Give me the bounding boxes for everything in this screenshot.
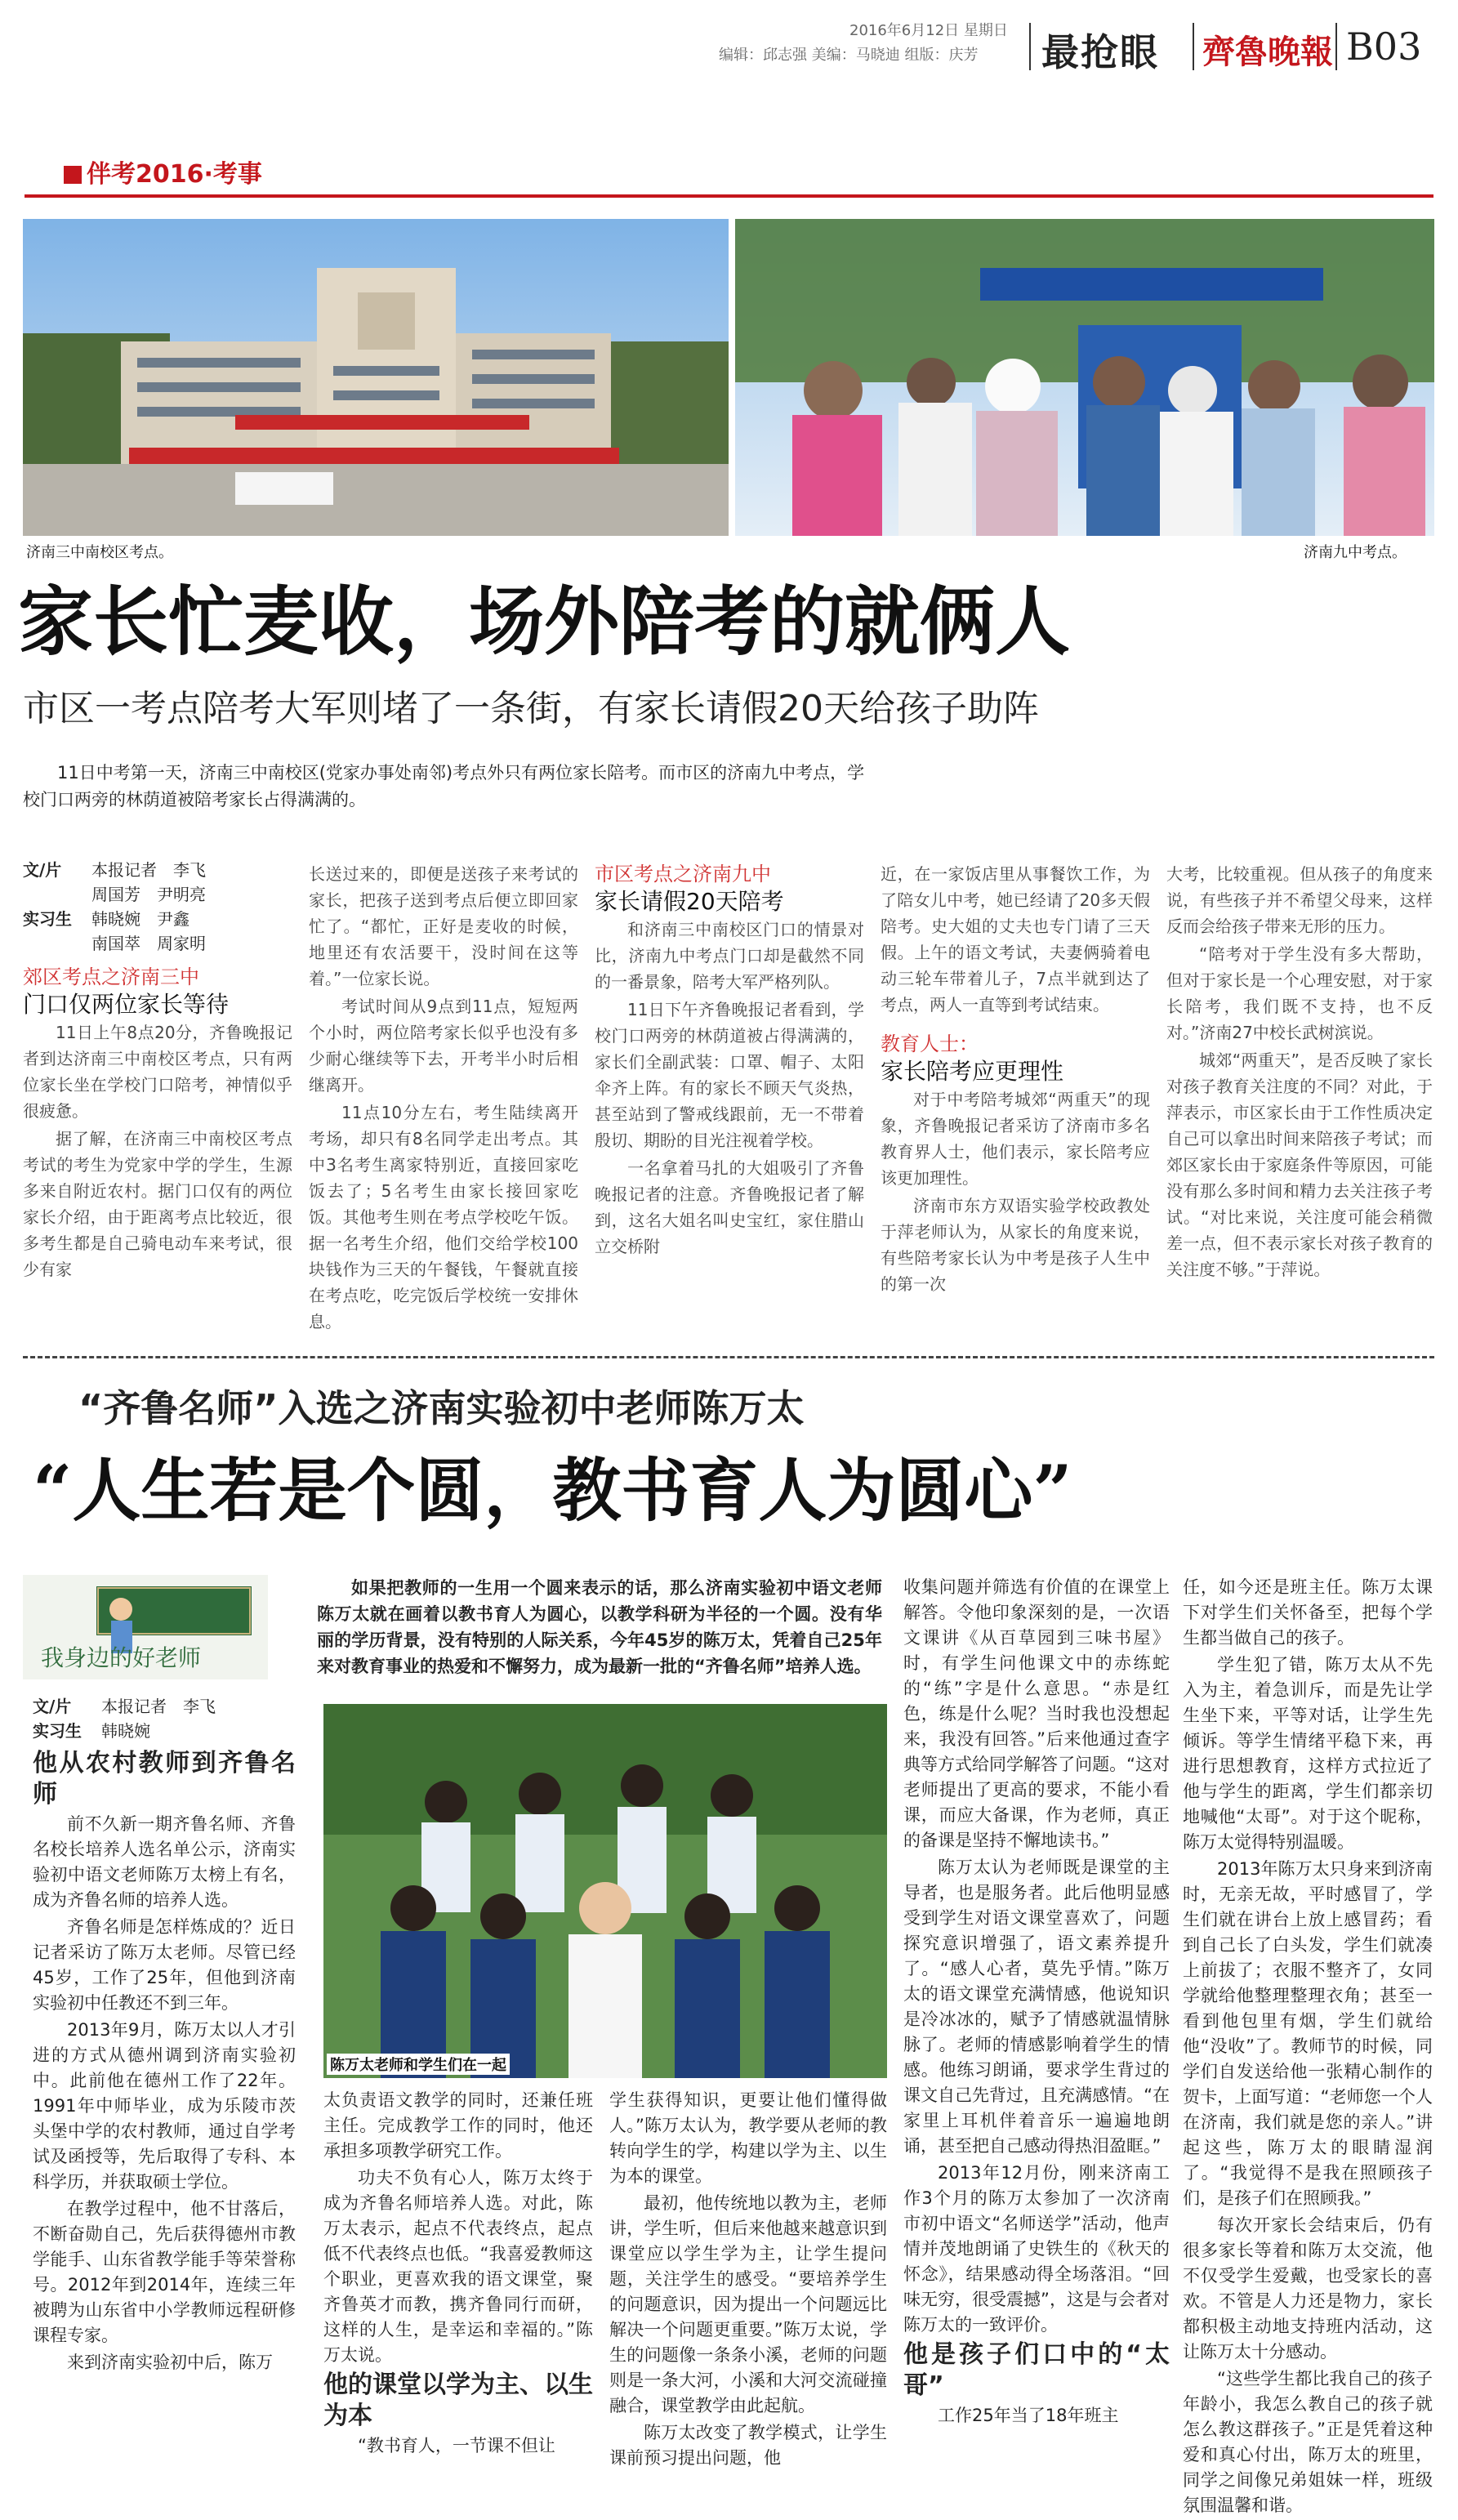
- paragraph: 在教学过程中，他不甘落后，不断奋勋自己，先后获得德州市教学能手、山东省教学能手等荣誉称号。2012年到2014年，连续三年被聘为山东省中小学教师远程研修课程专家。: [33, 2199, 296, 2345]
- story1-column-3: [595, 861, 864, 1261]
- paragraph: 长送过来的，即便是送孩子来考试的家长，把孩子送到考点后便立即回家忙了。“都忙，正好是麦收的时候，地里还有农活要干，没时间在这等着。”一位家长说。: [309, 864, 578, 988]
- group-photo-caption: 陈万太老师和学生们在一起: [327, 2054, 510, 2075]
- byline-line: 实习生 韩晓婉: [33, 1721, 150, 1741]
- paragraph: 对于中考陪考城郊“两重天”的现象，齐鲁晚报记者采访了济南市多名教育界人士，他们表示，家长陪考应该更加理性。: [881, 1090, 1150, 1188]
- photo-teacher-with-students: [323, 1704, 887, 2078]
- paragraph: 陈万太认为老师既是课堂的主导者，也是服务者。此后他明显感受到学生对语文课堂喜欢了，问题探究意识增强了，语文素养提升了。“感人心者，莫先乎情。”陈万太的语文课堂充满情感，他说知识是冷冰冰的，赋予了情感就温情脉脉了。老师的情感影响着学生的情感。他练习朗诵，要求学生背过的课文自己先背过，且充满感情。“在家里上耳机伴着音乐一遍遍地朗诵，甚至把自己感动得热泪盈眶。”: [903, 1858, 1170, 2156]
- photo-school-building: [23, 219, 729, 536]
- story2-column-4: [903, 1575, 1170, 2430]
- story1-byline: [23, 858, 292, 956]
- story-divider: [23, 1356, 1434, 1358]
- paragraph: 陈万太改变了教学模式，让学生课前预习提出问题，他: [609, 2423, 887, 2468]
- byline-line: 周国芳 尹明亮: [91, 885, 206, 904]
- section-name: 最抢眼: [1041, 30, 1159, 74]
- story1-column-1: [23, 964, 292, 1284]
- newspaper-logo: 齊魯晚報: [1202, 33, 1333, 71]
- story2-kicker: “齐鲁名师”入选之济南实验初中老师陈万太: [78, 1386, 805, 1430]
- paragraph: 最初，他传统地以教为主，老师讲，学生听，但后来他越来越意识到课堂应以学生学为主，让学生提问题，关注学生的感受。“要培养学生的问题意识，因为提出一个问题远比解决一个问题更重要。”陈万太说，学生的问题像一条条小溪，老师的问题则是一条大河，小溪和大河交流碰撞融合，课堂教学由此起航。: [609, 2193, 887, 2415]
- byline-line: 文/片 本报记者 李飞: [23, 860, 206, 880]
- paragraph: 任，如今还是班主任。陈万太课下对学生们关怀备至，把每个学生都当做自己的孩子。: [1183, 1577, 1433, 1648]
- paragraph: 前不久新一期齐鲁名师、齐鲁名校长培养人选名单公示，济南实验初中语文老师陈万太榜上有名，成为齐鲁名师的培养人选。: [33, 1814, 296, 1910]
- paragraph: 太负责语文教学的同时，还兼任班主任。完成教学工作的同时，他还承担多项教学研究工作。: [323, 2090, 593, 2161]
- paragraph: 和济南三中南校区门口的情景对比，济南九中考点门口却是截然不同的一番景象，陪考大军严格列队。: [595, 920, 864, 992]
- issue-date: 2016年6月12日 星期日: [849, 22, 1008, 39]
- story2-column-5: [1183, 1575, 1433, 2520]
- section-tag-label: 伴考2016·考事: [87, 160, 262, 189]
- paragraph: 功夫不负有心人，陈万太终于成为齐鲁名师培养人选。对此，陈万太表示，起点不代表终点，起点低不代表终点也低。“我喜爱教师这个职业，更喜欢我的语文课堂，聚齐鲁英才而教，携齐鲁同行而研，这样的人生，是幸运和幸福的。”陈万太说。: [323, 2168, 593, 2365]
- paragraph: 近，在一家饭店里从事餐饮工作，为了陪女儿中考，她已经请了20多天假陪考。史大姐的丈夫也专门请了三天假。上午的语文考试，夫妻俩骑着电动三轮车带着儿子，7点半就到达了考点，两人一直等到考试结束。: [881, 864, 1150, 1015]
- paragraph: 据了解，在济南三中南校区考点考试的考生为党家中学的学生，生源多来自附近农村。据门口仅有的两位家长介绍，由于距离考点比较近，很多考生都是自己骑电动车来考试，很少有家: [23, 1129, 292, 1279]
- left-photo-caption: 济南三中南校区考点。: [23, 541, 176, 562]
- school-building-illustration: [23, 219, 729, 536]
- story2-intro: 如果把教师的一生用一个圆来表示的话，那么济南实验初中语文老师陈万太就在画着以教书育人为圆心，以教学科研为半径的一个圆。没有华丽的学历背景，没有特别的人际关系，今年45岁的陈万太，凭着自己25年来对教育事业的热爱和不懈努力，成为最新一批的“齐鲁名师”培养人选。: [317, 1578, 882, 1676]
- subsection-title: 他从农村教师到齐鲁名师: [33, 1749, 296, 1809]
- story2-column-3: [609, 2088, 887, 2473]
- byline-line: 文/片 本报记者 李飞: [33, 1697, 216, 1716]
- paragraph: 来到济南实验初中后，陈万: [67, 2353, 273, 2372]
- byline-line: 南国萃 周家明: [91, 934, 206, 953]
- paragraph: 大考，比较重视。但从孩子的角度来说，有些孩子并不希望父母来，这样反而会给孩子带来无形的压力。: [1166, 864, 1433, 936]
- subsection-kicker: 市区考点之济南九中: [595, 863, 771, 885]
- paragraph: 11点10分左右，考生陆续离开考场，却只有8名同学走出考点。其中3名考生离家特别近，直接回家吃饭去了；5名考生由家长接回家吃饭。其他考生则在考点学校吃午饭。据一名考生介绍，他们交给学校100块钱作为三天的午餐钱，午餐就直接在考点吃，吃完饭后学校统一安排休息。: [309, 1103, 578, 1331]
- subsection-kicker: 郊区考点之济南三中: [23, 966, 199, 988]
- paragraph: 11日下午齐鲁晚报记者看到，学校门口两旁的林荫道被占得满满的，家长们全副武装：口罩、帽子、太阳伞齐上阵。有的家长不顾天气炎热，甚至站到了警戒线跟前，无一不带着殷切、期盼的目光注视着学校。: [595, 1000, 864, 1150]
- paragraph: 11日上午8点20分，齐鲁晚报记者到达济南三中南校区考点，只有两位家长坐在学校门口陪考，神情似乎很疲惫。: [23, 1023, 292, 1121]
- column-label-box: [23, 1575, 268, 1679]
- subsection-kicker: 教育人士：: [881, 1033, 979, 1055]
- story1-column-5: [1166, 861, 1433, 1284]
- crowd-of-parents-illustration: [735, 219, 1434, 536]
- paragraph: 2013年12月份，刚来济南工作3个月的陈万太参加了一次济南市初中语文“名师送学”活动，他声情并茂地朗诵了史铁生的《秋天的怀念》，结果感动得全场落泪。“回味无穷，很受震撼”，这是与会者对陈万太的一致评价。: [903, 2163, 1170, 2335]
- paragraph: 学生犯了错，陈万太从不先入为主，着急训斥，而是先让学生坐下来，平等对话，让学生先倾诉。等学生情绪平稳下来，再进行思想教育，这样方式拉近了他与学生的距离，学生们都亲切地喊他“太哥”。对于这个昵称，陈万太觉得特别温暖。: [1183, 1655, 1433, 1852]
- story1-lead: 11日中考第一天，济南三中南校区(党家办事处南邻)考点外只有两位家长陪考。而市区的济南九中考点，学校门口两旁的林荫道被陪考家长占得满满的。: [23, 763, 865, 810]
- paragraph: 2013年陈万太只身来到济南时，无亲无故，平时感冒了，学生们就在讲台上放上感冒药；看到自己长了白头发，学生们就凑上前拔了；衣服不整齐了，女同学就给他整理整理衣角；甚至一看到他包里有烟，学生们就给他“没收”了。教师节的时候，同学们自发送给他一张精心制作的贺卡，上面写道：“老师您一个人在济南，我们就是您的亲人。”讲起这些，陈万太的眼睛湿润了。“我觉得不是我在照顾孩子们，是孩子们在照顾我。”: [1183, 1859, 1433, 2208]
- byline-line: 实习生 韩晓婉 尹鑫: [23, 909, 189, 929]
- paragraph: 齐鲁名师是怎样炼成的？近日记者采访了陈万太老师。尽管已经45岁，工作了25年，但他到济南实验初中任教还不到三年。: [33, 1917, 296, 2013]
- paragraph: 一名拿着马扎的大姐吸引了齐鲁晚报记者的注意。齐鲁晚报记者了解到，这名大姐名叫史宝红，家住腊山立交桥附: [595, 1158, 864, 1256]
- section-tag: [64, 154, 262, 190]
- column-label-text: 我身边的好老师: [41, 1644, 202, 1671]
- teacher-group-illustration: [323, 1704, 887, 2078]
- story2-column-2: [323, 2088, 593, 2460]
- page-number: B03: [1346, 25, 1422, 69]
- subsection-title: 门口仅两位家长等待: [23, 991, 230, 1018]
- paragraph: 考试时间从9点到11点，短短两个小时，两位陪考家长似乎也没有多少耐心继续等下去，开考半小时后相继离开。: [309, 997, 578, 1095]
- story2-column-1: [33, 1748, 296, 2377]
- subsection-title: 家长请假20天陪考: [595, 888, 784, 915]
- paragraph: 2013年9月，陈万太以人才引进的方式从德州调到济南实验初中。此前他在德州工作了22年。1991年中师毕业，成为乐陵市茨头堡中学的农村教师，通过自学考试及函授等，先后取得了专科、本科学历，并获取硕士学位。: [33, 2020, 296, 2192]
- header-divider: [1193, 23, 1194, 70]
- story1-column-4: [881, 861, 1150, 1299]
- subsection-title: 家长陪考应更理性: [881, 1058, 1064, 1085]
- section-rule: [25, 194, 1433, 198]
- red-square-icon: [64, 166, 82, 184]
- editor-credits: 编辑：邱志强 美编：马晓迪 组版：庆芳: [719, 47, 979, 64]
- paragraph: “这些学生都比我自己的孩子年龄小，我怎么教自己的孩子就怎么教这群孩子。”正是凭着这种爱和真心付出，陈万太的班里，同学之间像兄弟姐妹一样，班级氛围温馨和谐。: [1183, 2369, 1433, 2515]
- story2-headline: “人生若是个圆，教书育人为圆心”: [33, 1450, 1072, 1531]
- header-divider: [1029, 23, 1031, 70]
- paragraph: “教书育人，一节课不但让: [358, 2436, 555, 2455]
- paragraph: 学生获得知识，更要让他们懂得做人。”陈万太认为，教学要从老师的教转向学生的学，构建以学为主、以生为本的课堂。: [609, 2090, 887, 2186]
- paragraph: 济南市东方双语实验学校政教处于萍老师认为，从家长的角度来说，有些陪考家长认为中考是孩子人生中的第一次: [881, 1196, 1150, 1294]
- story1-column-2: [309, 861, 578, 1336]
- paragraph: 城郊“两重天”，是否反映了家长对孩子教育关注度的不同？对此，于萍表示，市区家长由于工作性质决定自己可以拿出时间来陪孩子考试；而郊区家长由于家庭条件等原因，可能没有那么多时间和精力去关注孩子考试。“对比来说，关注度可能会稍微差一点，但不表示家长对孩子教育的关注度不够。”于萍说。: [1166, 1050, 1433, 1279]
- paragraph: 每次开家长会结束后，仍有很多家长等着和陈万太交流，他不仅受学生爱戴，也受家长的喜欢。不管是人力还是物力，家长都积极主动地支持班内活动，这让陈万太十分感动。: [1183, 2215, 1433, 2362]
- story1-subhead: 市区一考点陪考大军则堵了一条街，有家长请假20天给孩子助阵: [23, 688, 1039, 729]
- story2-byline: [33, 1694, 278, 1743]
- paragraph: 工作25年当了18年班主: [938, 2406, 1119, 2425]
- photo-waiting-parents: [735, 219, 1434, 536]
- story1-headline: 家长忙麦收，场外陪考的就俩人: [18, 578, 1071, 666]
- paragraph: “陪考对于学生没有多大帮助，但对于家长是一个心理安慰，对于家长陪考，我们既不支持，也不反对。”济南27中校长武树滨说。: [1166, 944, 1433, 1042]
- header-divider: [1335, 23, 1337, 70]
- paragraph: 收集问题并筛选有价值的在课堂上解答。令他印象深刻的是，一次语文课讲《从百草园到三味书屋》时，有学生问他课文中的赤练蛇的“练”字是什么意思。“赤是红色，练是什么呢？当时我也没想起来，我没有回答。”后来他通过查字典等方式给同学解答了问题。“这对老师提出了更高的要求，不能小看课，而应大备课，作为老师，真正的备课是坚持不懈地读书。”: [903, 1577, 1170, 1850]
- right-photo-caption: 济南九中考点。: [1300, 541, 1410, 562]
- subsection-title: 他是孩子们口中的“太哥”: [903, 2340, 1170, 2400]
- subsection-title: 他的课堂以学为主、以生为本: [323, 2371, 593, 2430]
